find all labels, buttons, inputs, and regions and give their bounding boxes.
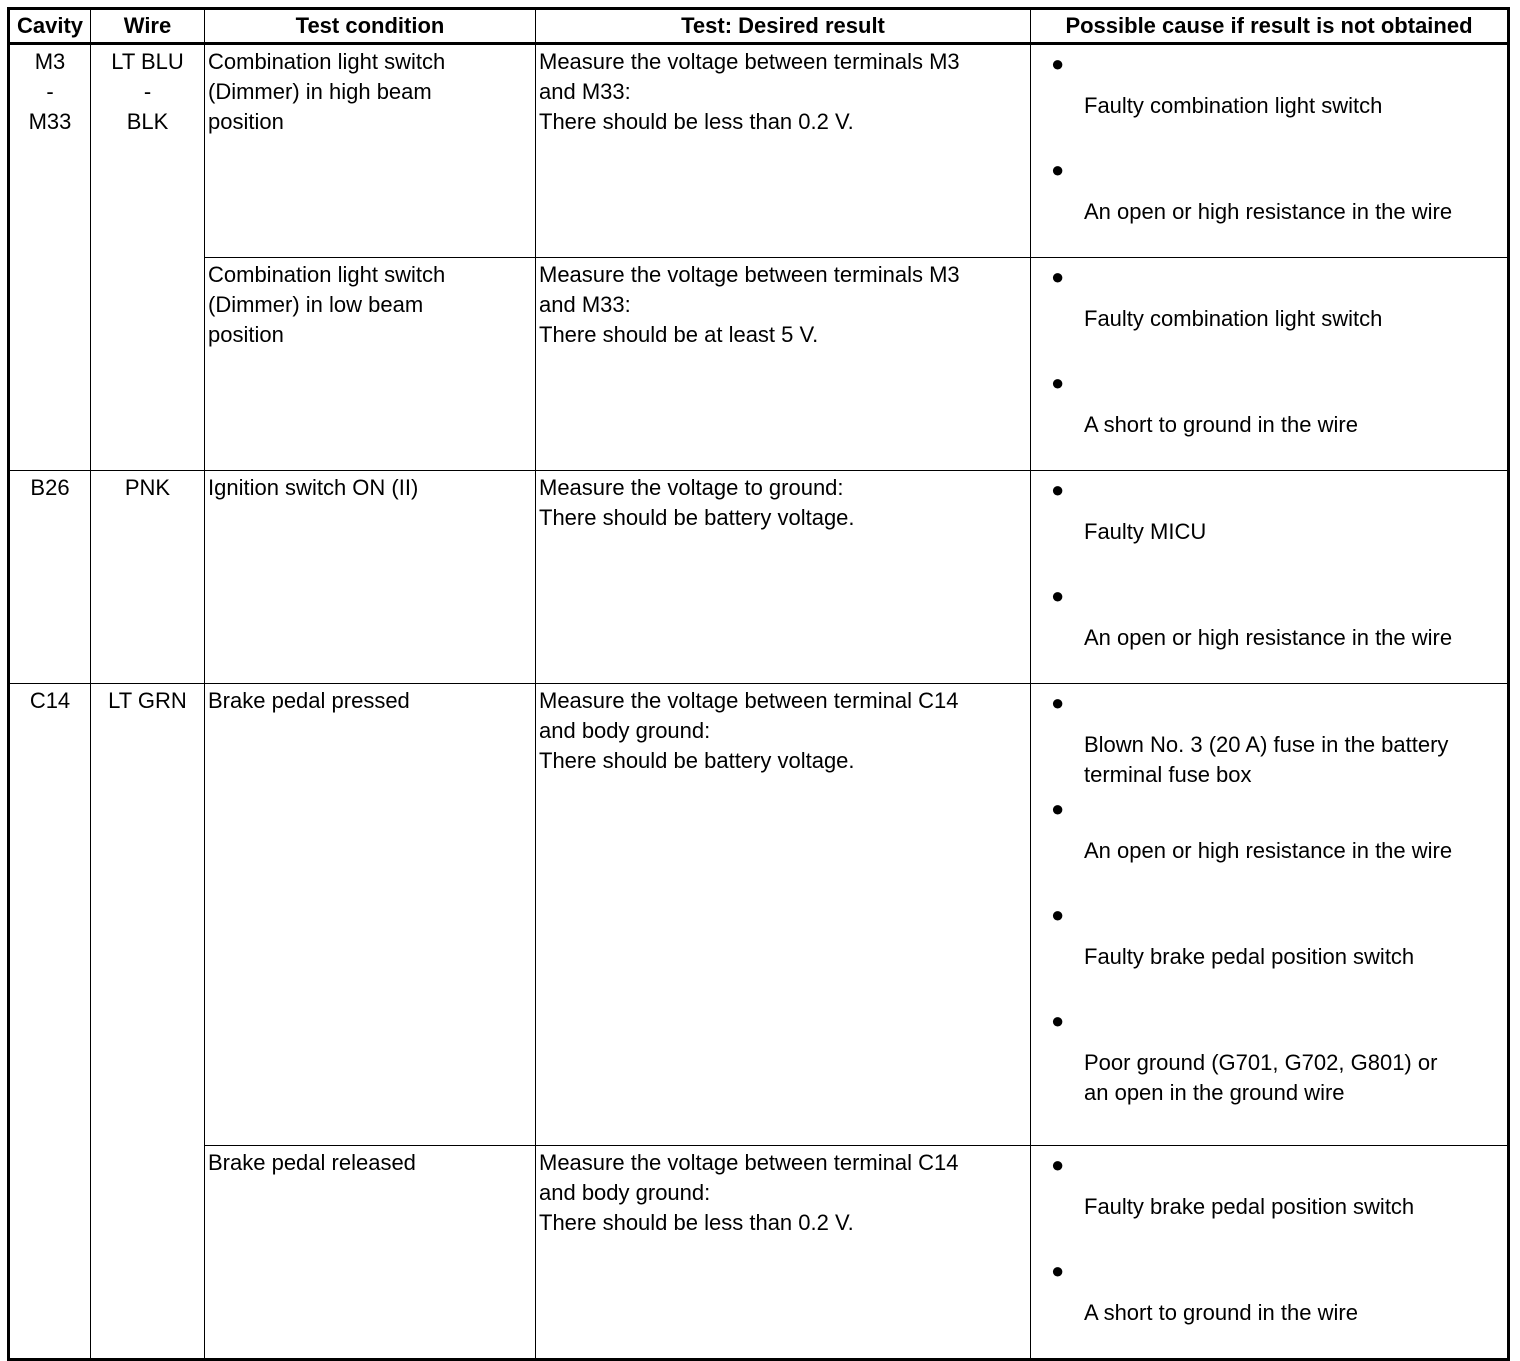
- bullet-icon: ●: [1051, 690, 1065, 715]
- desired-result-line: Measure the voltage between terminals M3: [539, 49, 960, 74]
- cavity-cell: [9, 684, 91, 1360]
- cause-text-line: Faulty MICU: [1084, 519, 1207, 544]
- cause-text: [1031, 1186, 1507, 1252]
- cavity-cell: [9, 471, 91, 684]
- diagnostic-table: [7, 7, 1510, 1361]
- cause-text-line: terminal fuse box: [1084, 762, 1252, 787]
- bullet-icon: ●: [1051, 477, 1065, 502]
- cause-item: [1031, 364, 1507, 470]
- possible-cause-cell: [1031, 1146, 1509, 1360]
- table-row: [9, 44, 1509, 258]
- wire-line: LT BLU: [111, 49, 184, 74]
- cause-text-line: An open or high resistance in the wire: [1084, 838, 1453, 863]
- cause-item: [1031, 790, 1507, 896]
- cause-text-line: Poor ground (G701, G702, G801) or: [1084, 1050, 1438, 1075]
- table-row: [9, 258, 1509, 471]
- cause-text: [1031, 511, 1507, 577]
- desired-result-cell: [536, 471, 1031, 684]
- bullet-icon: ●: [1051, 51, 1065, 76]
- test-condition-line: Combination light switch: [208, 262, 446, 287]
- desired-result-line: and M33:: [539, 292, 631, 317]
- cause-text: [1031, 1292, 1507, 1358]
- wire-cell: [91, 44, 205, 471]
- cause-text-line: A short to ground in the wire: [1084, 1300, 1358, 1325]
- cause-text-line: A short to ground in the wire: [1084, 412, 1358, 437]
- cause-text: [1031, 830, 1507, 896]
- possible-cause-cell: [1031, 684, 1509, 1146]
- cause-text-line: Faulty combination light switch: [1084, 306, 1383, 331]
- desired-result-cell: [536, 1146, 1031, 1360]
- possible-cause-cell: [1031, 258, 1509, 471]
- desired-result-cell: [536, 44, 1031, 258]
- table-row: [9, 684, 1509, 1146]
- wire-line: -: [143, 79, 152, 104]
- header-test-condition: Test condition: [205, 9, 536, 44]
- desired-result-line: and M33:: [539, 79, 631, 104]
- cause-text-line: An open or high resistance in the wire: [1084, 199, 1453, 224]
- desired-result-line: Measure the voltage between terminal C14: [539, 1150, 959, 1175]
- wire-line: PNK: [124, 475, 171, 500]
- cause-item: [1031, 684, 1507, 790]
- header-possible-cause: Possible cause if result is not obtained: [1031, 9, 1509, 44]
- wire-cell: [91, 684, 205, 1360]
- desired-result-line: There should be at least 5 V.: [539, 322, 819, 347]
- cause-item: [1031, 151, 1507, 257]
- cause-text: [1031, 85, 1507, 151]
- test-condition-line: (Dimmer) in high beam: [208, 79, 432, 104]
- bullet-icon: ●: [1051, 583, 1065, 608]
- desired-result-line: There should be battery voltage.: [539, 505, 855, 530]
- cause-text: [1031, 298, 1507, 364]
- bullet-icon: ●: [1051, 1008, 1065, 1033]
- cavity-cell: [9, 44, 91, 471]
- cause-text-line: Faulty combination light switch: [1084, 93, 1383, 118]
- bullet-icon: ●: [1051, 264, 1065, 289]
- test-condition-cell: [205, 471, 536, 684]
- bullet-icon: ●: [1051, 1152, 1065, 1177]
- table-row: [9, 471, 1509, 684]
- table-body: [9, 44, 1509, 1360]
- desired-result-line: and body ground:: [539, 1180, 711, 1205]
- test-condition-line: position: [208, 322, 284, 347]
- test-condition-line: position: [208, 109, 284, 134]
- test-condition-cell: [205, 44, 536, 258]
- cause-text: [1031, 1042, 1507, 1108]
- cause-text: [1031, 936, 1507, 1002]
- cavity-line: -: [46, 79, 54, 104]
- test-condition-cell: [205, 684, 536, 1146]
- bullet-icon: ●: [1051, 902, 1065, 927]
- possible-cause-cell: [1031, 44, 1509, 258]
- bullet-icon: ●: [1051, 1258, 1065, 1283]
- desired-result-line: Measure the voltage between terminals M3: [539, 262, 960, 287]
- desired-result-line: and body ground:: [539, 718, 711, 743]
- wire-line: LT GRN: [108, 688, 187, 713]
- cause-item: [1031, 258, 1507, 364]
- test-condition-line: Combination light switch: [208, 49, 446, 74]
- cause-text: [1031, 191, 1507, 257]
- cause-text: [1031, 404, 1507, 470]
- header-cavity: Cavity: [9, 9, 91, 44]
- bullet-icon: ●: [1051, 157, 1065, 182]
- cause-text: [1031, 724, 1507, 790]
- table-header-row: [9, 9, 1509, 44]
- cause-text-line: an open in the ground wire: [1084, 1080, 1345, 1105]
- desired-result-line: Measure the voltage between terminal C14: [539, 688, 959, 713]
- cause-item: [1031, 471, 1507, 577]
- cause-item: [1031, 896, 1507, 1002]
- cavity-line: C14: [29, 688, 71, 713]
- wire-cell: [91, 471, 205, 684]
- cause-text-line: Blown No. 3 (20 A) fuse in the battery: [1084, 732, 1449, 757]
- test-condition-line: (Dimmer) in low beam: [208, 292, 424, 317]
- cause-item: [1031, 1002, 1507, 1108]
- cavity-line: M3: [34, 49, 66, 74]
- desired-result-line: There should be battery voltage.: [539, 748, 855, 773]
- bullet-icon: ●: [1051, 796, 1065, 821]
- test-condition-cell: [205, 258, 536, 471]
- cavity-line: M33: [28, 109, 72, 134]
- test-condition-line: Brake pedal pressed: [208, 688, 410, 713]
- test-condition-line: Ignition switch ON (II): [208, 475, 419, 500]
- desired-result-cell: [536, 684, 1031, 1146]
- desired-result-line: Measure the voltage to ground:: [539, 475, 844, 500]
- desired-result-line: There should be less than 0.2 V.: [539, 109, 854, 134]
- cause-item: [1031, 1146, 1507, 1252]
- desired-result-line: There should be less than 0.2 V.: [539, 1210, 854, 1235]
- cavity-line: B26: [30, 475, 70, 500]
- possible-cause-cell: [1031, 471, 1509, 684]
- test-condition-cell: [205, 1146, 536, 1360]
- desired-result-cell: [536, 258, 1031, 471]
- header-wire: Wire: [91, 9, 205, 44]
- cause-text-line: Faulty brake pedal position switch: [1084, 1194, 1415, 1219]
- cause-text-line: An open or high resistance in the wire: [1084, 625, 1453, 650]
- wire-line: BLK: [126, 109, 169, 134]
- bullet-icon: ●: [1051, 370, 1065, 395]
- test-condition-line: Brake pedal released: [208, 1150, 416, 1175]
- header-desired-result: Test: Desired result: [536, 9, 1031, 44]
- cause-item: [1031, 577, 1507, 683]
- cause-text-line: Faulty brake pedal position switch: [1084, 944, 1415, 969]
- cause-text: [1031, 617, 1507, 683]
- cause-item: [1031, 1252, 1507, 1358]
- table-row: [9, 1146, 1509, 1360]
- cause-item: [1031, 45, 1507, 151]
